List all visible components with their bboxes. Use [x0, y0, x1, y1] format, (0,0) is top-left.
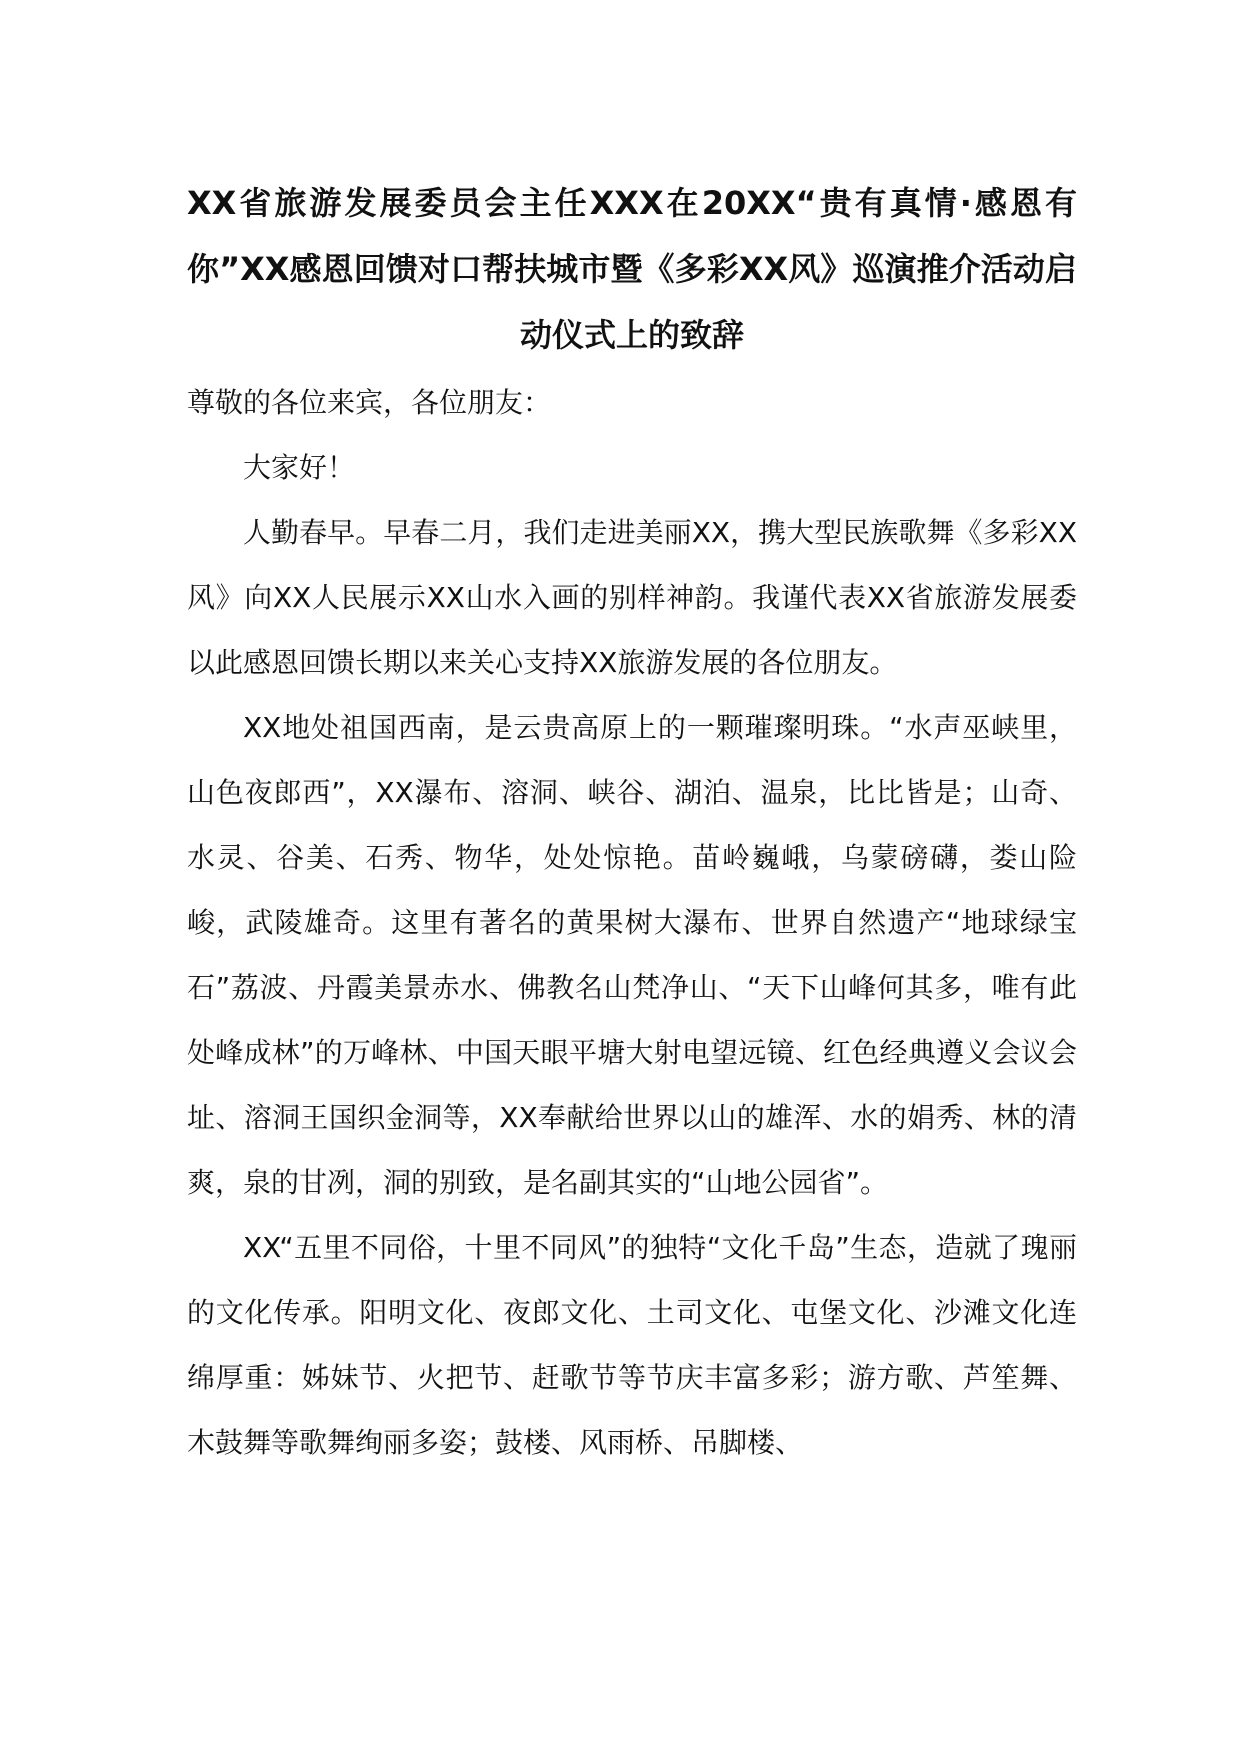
paragraph-scenery: XX地处祖国西南，是云贵高原上的一颗璀璨明珠。“水声巫峡里，山色夜郎西”，XX瀑布、溶洞、峡谷、湖泊、温泉，比比皆是；山奇、水灵、谷美、石秀、物华，处处惊艳。苗岭巍峨，乌蒙磅礴，娄山险峻，武陵雄奇。这里有著名的黄果树大瀑布、世界自然遗产“地球绿宝石”荔波、丹霞美景赤水、佛教名山梵净山、“天下山峰何其多，唯有此处峰成林”的万峰林、中国天眼平塘大射电望远镜、红色经典遵义会议会址、溶洞王国织金洞等，XX奉献给世界以山的雄浑、水的娟秀、林的清爽，泉的甘冽，洞的别致，是名副其实的“山地公园省”。 [187, 711, 1077, 1199]
document-title: XX省旅游发展委员会主任XXX在20XX“贵有真情·感恩有你”XX感恩回馈对口帮扶城市暨《多彩XX风》巡演推介活动启动仪式上的致辞 [187, 184, 1077, 354]
paragraph-intro: 人勤春早。早春二月，我们走进美丽XX，携大型民族歌舞《多彩XX风》向XX人民展示XX山水入画的别样神韵。我谨代表XX省旅游发展委以此感恩回馈长期以来关心支持XX旅游发展的各位朋友。 [187, 516, 1077, 679]
paragraph-greeting: 大家好！ [243, 451, 356, 484]
paragraph-culture: XX“五里不同俗，十里不同风”的独特“文化千岛”生态，造就了瑰丽的文化传承。阳明文化、夜郎文化、土司文化、屯堡文化、沙滩文化连绵厚重：姊妹节、火把节、赶歌节等节庆丰富多彩；游方歌、芦笙舞、木鼓舞等歌舞绚丽多姿；鼓楼、风雨桥、吊脚楼、 [187, 1231, 1077, 1459]
document-page [187, 170, 1077, 1475]
salutation: 尊敬的各位来宾，各位朋友： [187, 386, 552, 419]
